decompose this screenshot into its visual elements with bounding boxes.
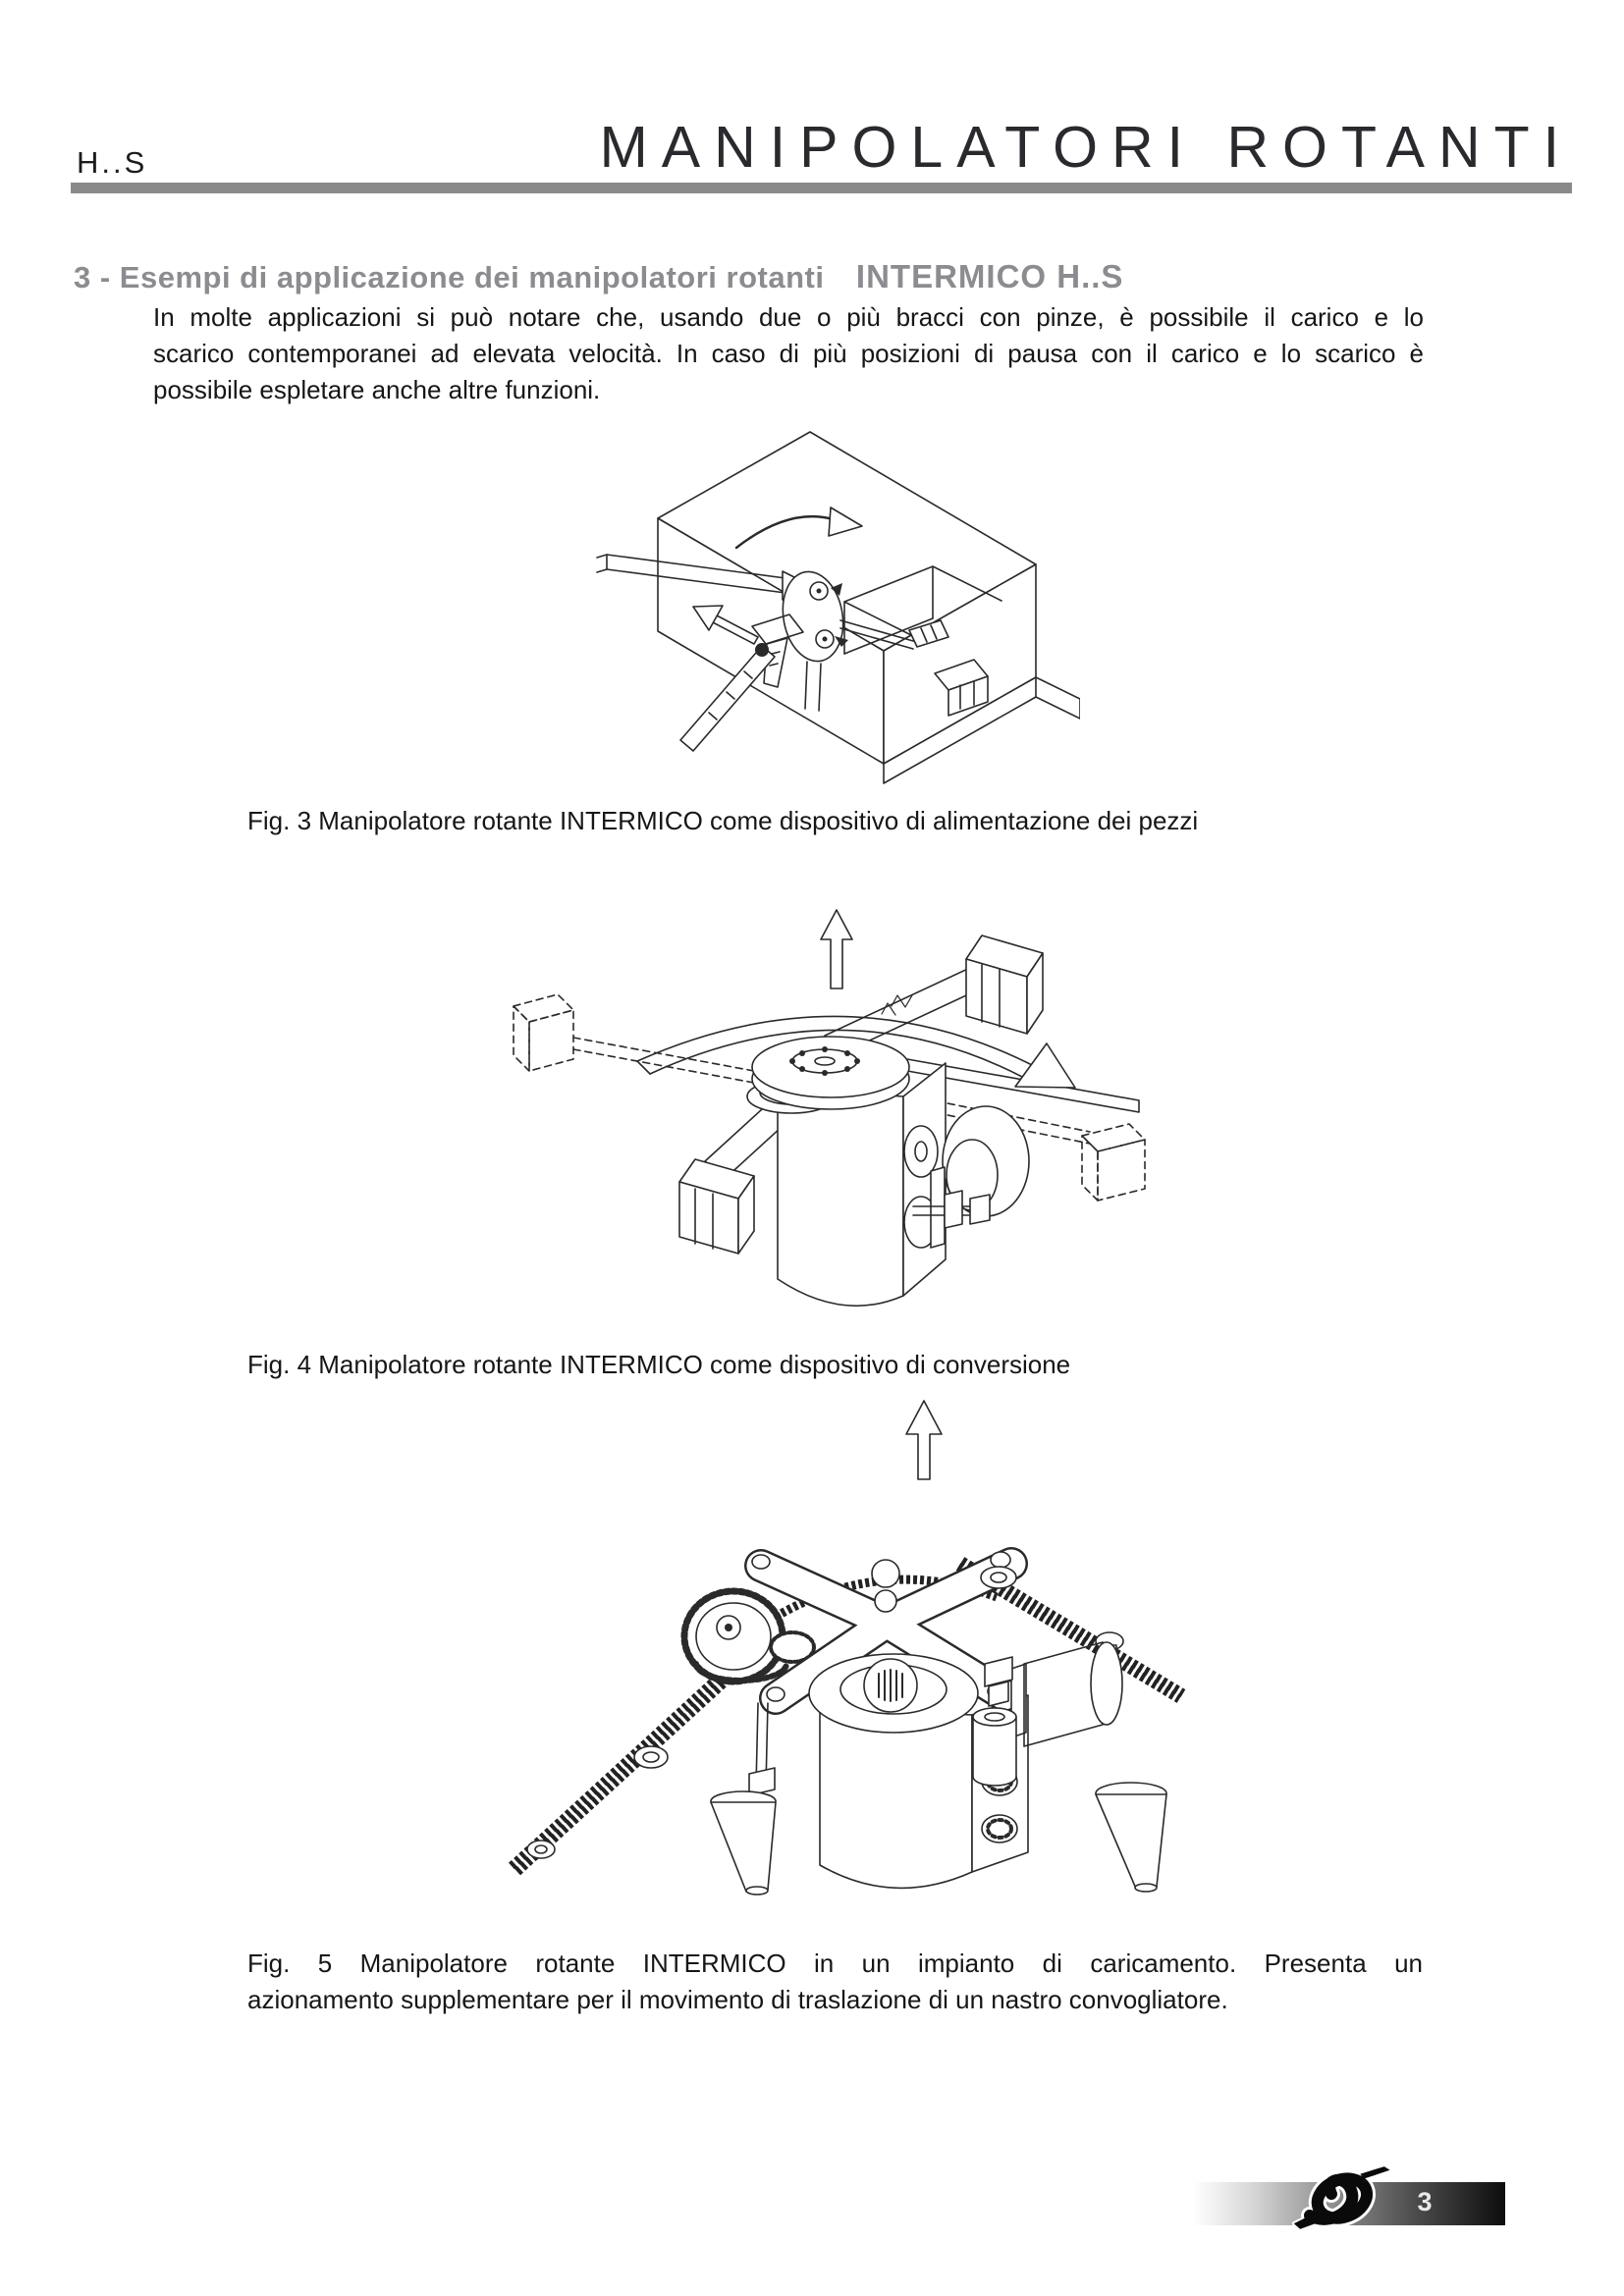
figure-4-rotary-unit-art	[501, 879, 1149, 1315]
intro-line: possibile espletare anche altre funzioni.	[153, 375, 601, 404]
page-title: MANIPOLATORI ROTANTI	[599, 115, 1573, 180]
figure-5-caption-line: Fig. 5 Manipolatore rotante INTERMICO in un impianto di caricamento. Presenta un	[247, 1949, 1423, 1978]
section-heading	[74, 258, 1123, 295]
intro-line: In molte applicazioni si può notare che, usando due o più bracci con pinze, è possibile il carico e lo	[153, 302, 1424, 332]
figure-3-drawing	[589, 393, 1080, 785]
knot-logo-icon	[1292, 2158, 1394, 2239]
header-rule	[71, 183, 1572, 193]
figure-4-drawing	[501, 879, 1149, 1315]
page-number: 3	[1417, 2187, 1433, 2216]
figure-5-caption	[247, 1946, 1423, 2018]
figure-4-caption: Fig. 4 Manipolatore rotante INTERMICO come dispositivo di conversione	[247, 1350, 1071, 1379]
section-heading-text: 3 - Esempi di applicazione dei manipolatori rotanti	[74, 260, 825, 294]
intro-line: scarico contemporanei ad elevata velocità. In caso di più posizioni di pausa con il carico e lo scarico è	[153, 339, 1424, 368]
figure-5-loading-plant-art	[437, 1369, 1193, 1907]
figure-3-caption: Fig. 3 Manipolatore rotante INTERMICO come dispositivo di alimentazione dei pezzi	[247, 806, 1199, 835]
figure-5-drawing	[437, 1369, 1193, 1907]
section-product-code: INTERMICO H..S	[855, 258, 1124, 294]
figure-5-caption-line: azionamento supplementare per il movimento di traslazione di un nastro convogliatore.	[247, 1985, 1228, 2014]
figure-3-isometric-machine-art	[589, 393, 1080, 785]
header-model-code: H..S	[77, 145, 148, 180]
